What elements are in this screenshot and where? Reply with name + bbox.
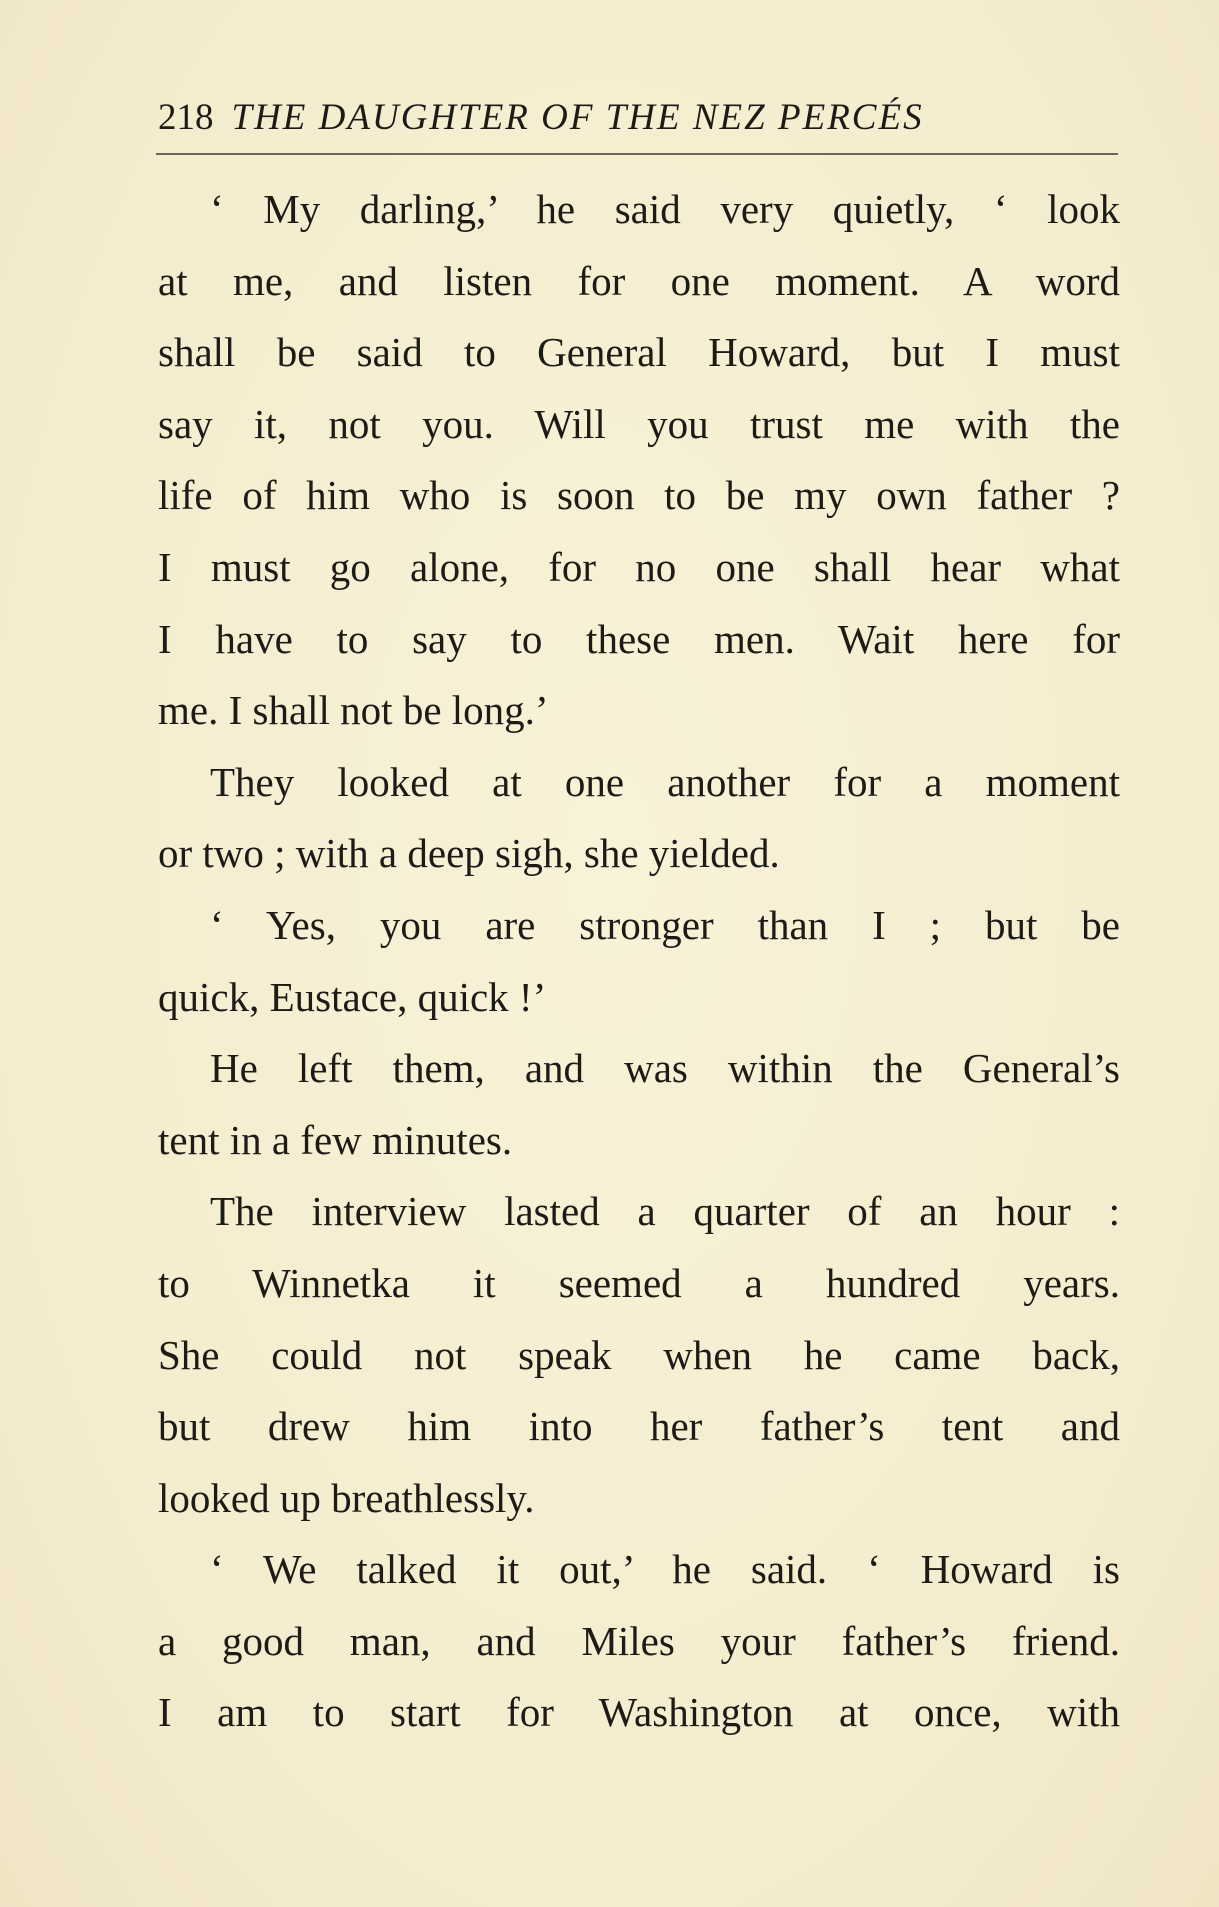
text-line: The interview lasted a quarter of an hour : xyxy=(210,1188,1120,1235)
running-title: THE DAUGHTER OF THE NEZ PERCÉS xyxy=(231,97,924,138)
text-line: I have to say to these men. Wait here for xyxy=(158,615,1120,662)
text-line: They looked at one another for a moment xyxy=(210,758,1120,805)
text-line: shall be said to General Howard, but I must xyxy=(158,329,1120,376)
text-line: looked up breathlessly. xyxy=(158,1474,535,1521)
text-line: I am to start for Washington at once, with xyxy=(158,1689,1120,1736)
text-line: or two ; with a deep sigh, she yielded. xyxy=(158,830,780,877)
text-line: say it, not you. Will you trust me with the xyxy=(158,400,1120,447)
text-line: ‘ My darling,’ he said very quietly, ‘ look xyxy=(210,186,1120,232)
page-number: 218 xyxy=(158,97,214,138)
text-line: I must go alone, for no one shall hear what xyxy=(158,543,1120,590)
header-rule xyxy=(156,153,1118,155)
text-line: ‘ Yes, you are stronger than I ; but be xyxy=(210,901,1120,948)
body-text xyxy=(158,174,1120,1749)
text-line: quick, Eustace, quick !’ xyxy=(158,973,547,1020)
text-line: a good man, and Miles your father’s friend. xyxy=(158,1617,1120,1664)
text-line: me. I shall not be long.’ xyxy=(158,687,549,734)
text-line: ‘ We talked it out,’ he said. ‘ Howard is xyxy=(210,1546,1120,1593)
text-line: tent in a few minutes. xyxy=(158,1116,513,1163)
text-line: life of him who is soon to be my own father ? xyxy=(158,472,1120,519)
running-head xyxy=(158,88,1118,148)
text-line: at me, and listen for one moment. A word xyxy=(158,257,1120,304)
text-line: but drew him into her father’s tent and xyxy=(158,1403,1120,1450)
text-line: She could not speak when he came back, xyxy=(158,1331,1120,1378)
text-line: to Winnetka it seemed a hundred years. xyxy=(158,1259,1120,1306)
text-line: He left them, and was within the General’s xyxy=(210,1045,1120,1092)
